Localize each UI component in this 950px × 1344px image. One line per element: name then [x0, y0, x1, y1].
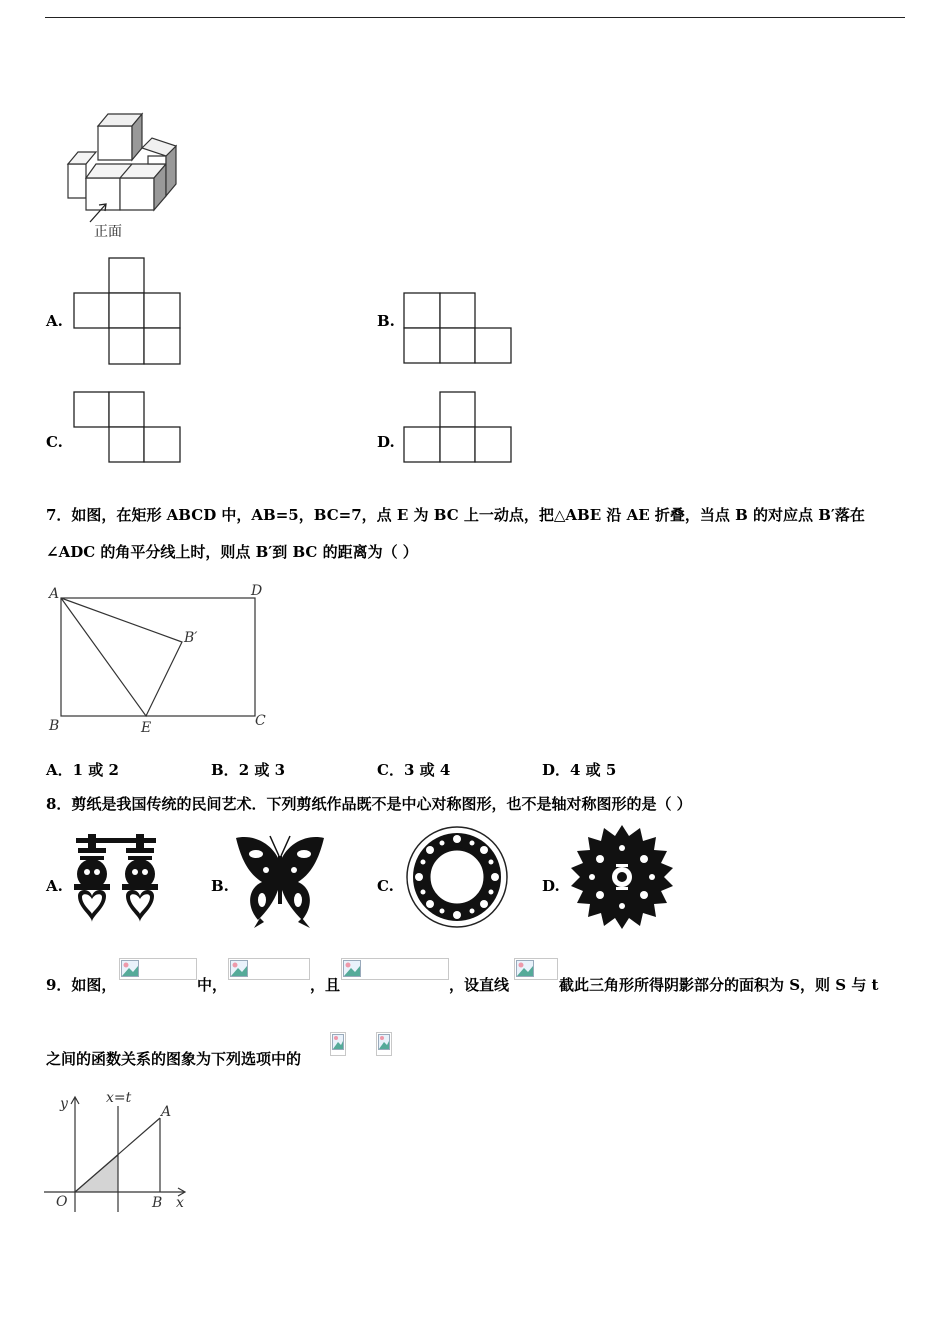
q9-text-part2: 中，	[197, 976, 228, 994]
q7-option-b-text: 2 或 3	[238, 761, 286, 779]
broken-image-placeholder	[228, 958, 310, 980]
label-x-equals-t: x=t	[106, 1090, 132, 1106]
q7-option-b[interactable]	[211, 759, 285, 780]
broken-image-placeholder	[341, 958, 449, 980]
broken-image-icon	[343, 960, 361, 977]
label-d: D	[251, 583, 263, 599]
q9-text-part4: ，设直线	[449, 976, 510, 994]
q6-option-c-net[interactable]	[72, 390, 186, 466]
q7-option-c-text: 3 或 4	[403, 761, 451, 779]
label-a: A	[161, 1104, 172, 1120]
q7-option-d-text: 4 或 5	[570, 761, 617, 779]
q8-option-d-letter: D.	[542, 877, 560, 895]
broken-image-icon	[378, 1034, 390, 1050]
sun-papercut-icon[interactable]	[570, 824, 674, 930]
header-rule	[45, 17, 905, 18]
q7-option-b-letter: B．	[211, 761, 239, 779]
q8-option-b-letter: B.	[211, 877, 229, 895]
label-b: B	[152, 1195, 163, 1211]
q7-option-c-letter: C．	[377, 761, 404, 779]
q9-text-part5: 截此三角形所得阴影部分的面积为 S，则 S 与 t	[559, 976, 879, 994]
double-happiness-papercut-icon[interactable]	[72, 830, 164, 930]
q7-text-line1: 7．如图，在矩形 ABCD 中，AB=5，BC=7，点 E 为 BC 上一动点，把△ABE 沿 AE 折叠，当点 B 的对应点 B′落在	[46, 506, 865, 524]
q7-option-d-letter: D．	[542, 761, 571, 779]
q7-option-a[interactable]	[46, 759, 119, 780]
broken-image-icon	[516, 960, 534, 977]
q7-option-c[interactable]	[377, 759, 450, 780]
q6-option-d-net[interactable]	[402, 390, 516, 466]
broken-image-placeholder	[330, 1032, 346, 1056]
q6-option-a-letter: A.	[46, 312, 63, 330]
broken-image-icon	[230, 960, 248, 977]
front-label: 正面	[94, 224, 122, 240]
ring-papercut-icon[interactable]	[405, 825, 509, 929]
label-o: O	[56, 1194, 68, 1210]
label-x: x	[176, 1195, 184, 1211]
q6-option-c-letter: C.	[46, 433, 63, 451]
label-b-prime: B′	[184, 630, 198, 646]
q7-option-a-letter: A．	[46, 761, 73, 779]
label-e: E	[141, 720, 152, 736]
broken-image-placeholder	[119, 958, 197, 980]
q9-text-line2: 之间的函数关系的图象为下列选项中的	[46, 1050, 302, 1068]
label-b: B	[49, 718, 60, 734]
q9-coordinate-figure	[40, 1088, 190, 1216]
label-y: y	[60, 1096, 68, 1112]
q7-text-line2: ∠ADC 的角平分线上时，则点 B′到 BC 的距离为（ ）	[46, 543, 418, 561]
q8-option-c-letter: C.	[377, 877, 394, 895]
q6-option-b-letter: B.	[377, 312, 395, 330]
label-a: A	[49, 586, 60, 602]
q7-option-d[interactable]	[542, 759, 616, 780]
label-c: C	[255, 713, 266, 729]
q8-option-a-letter: A.	[46, 877, 63, 895]
q6-option-a-net[interactable]	[72, 256, 186, 368]
q9-text-part1: 9．如图，	[46, 976, 117, 994]
q6-option-b-net[interactable]	[402, 291, 516, 367]
broken-image-icon	[121, 960, 139, 977]
q7-rectangle-figure	[44, 578, 274, 740]
q7-option-a-text: 1 或 2	[72, 761, 119, 779]
broken-image-placeholder	[376, 1032, 392, 1056]
cube-stack-figure	[62, 100, 186, 244]
q6-option-d-letter: D.	[377, 433, 395, 451]
q8-text: 8．剪纸是我国传统的民间艺术．下列剪纸作品既不是中心对称图形，也不是轴对称图形的是（ ）	[46, 795, 692, 813]
q9-text-part3: ，且	[310, 976, 341, 994]
butterfly-papercut-icon[interactable]	[232, 832, 328, 930]
broken-image-placeholder	[514, 958, 558, 980]
broken-image-icon	[332, 1034, 344, 1050]
